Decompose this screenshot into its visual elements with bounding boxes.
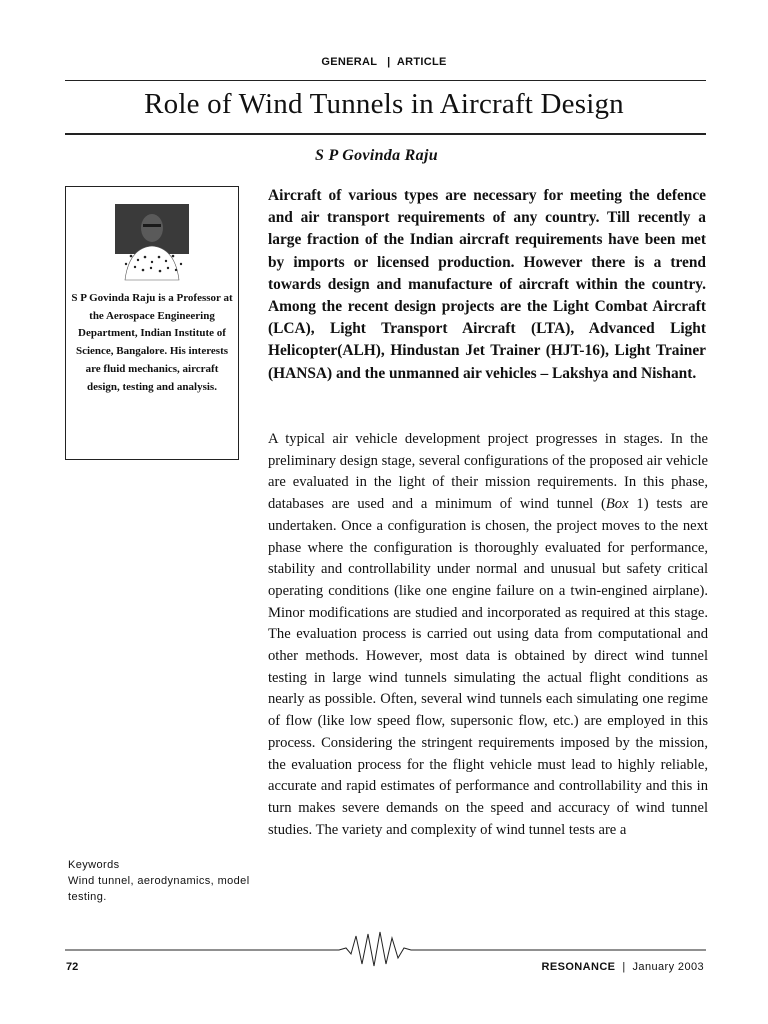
section-label bbox=[0, 56, 768, 68]
journal-name: RESONANCE bbox=[541, 961, 616, 973]
section-separator: | bbox=[387, 56, 391, 68]
article-type: ARTICLE bbox=[396, 56, 447, 68]
lead-paragraph: Aircraft of various types are necessary for meeting the defence and air transport requirements of any country. Till recently a large fraction of the Indian aircraft requirements have been met by imports or licensed production. However there is a trend towards design and manufacture of aircraft within the country. Among the recent design projects are the Light Combat Aircraft (LCA), Light Transport Aircraft (LTA), Advanced Light Helicopter(ALH), Hindustan Jet Trainer (HJT-16), Light Trainer (HANSA) and the unmanned air vehicles – Lakshya and Nishant. bbox=[268, 187, 706, 382]
footer-separator: | bbox=[622, 961, 626, 973]
header-rule bbox=[65, 80, 706, 81]
body-text-part2: 1) tests are undertaken. Once a configuration is chosen, the project moves to the next phase where the configuration is thoroughly evaluated for performance, stability and controllability under normal and unusual but safety critical operating conditions (like one engine failure on a twin-engined airplane). Minor modifications are studied and incorporated as required at this stage. The evaluation process is carried out using data from computational and other methods. However, most data is obtained by direct wind tunnel testing in large wind tunnels simulating the actual flight conditions as nearly as possible. Often, several wind tunnels each simulating one regime of flow (like low speed flow, supersonic flow, etc.) are employed in this process. Considering the stringent requirements imposed by the mission, the evaluation process for the flight vehicle must lead to highly reliable, accurate and rapid estimates of performance and controllability and this in turn makes severe demands on the speed and accuracy of wind tunnel studies. The variety and complexity of wind tunnel tests are a bbox=[268, 496, 708, 838]
title-rule bbox=[65, 133, 706, 135]
article-author: S P Govinda Raju bbox=[315, 147, 438, 164]
author-photo bbox=[111, 200, 193, 282]
section-name: GENERAL bbox=[321, 56, 378, 68]
body-paragraph bbox=[268, 429, 708, 841]
keywords-block bbox=[68, 857, 258, 905]
keywords-heading: Keywords bbox=[68, 859, 120, 871]
page-number: 72 bbox=[66, 961, 79, 973]
journal-issue: January 2003 bbox=[632, 961, 704, 973]
author-bio: S P Govinda Raju is a Professor at the Aerospace Engineering Department, Indian Institute of Science, Bangalore. His interests are fluid mechanics, aircraft design, testing and analysis. bbox=[71, 292, 233, 393]
footer-journal bbox=[542, 961, 704, 973]
body-text-part1: A typical air vehicle development project progresses in stages. In the preliminary design stage, several configurations of the proposed air vehicle are evaluated in the light of their mission requirements. In this phase, databases are used and a minimum of wind tunnel ( bbox=[268, 431, 708, 513]
article-title: Role of Wind Tunnels in Aircraft Design bbox=[144, 88, 624, 120]
keywords-list: Wind tunnel, aerodynamics, model testing. bbox=[68, 875, 250, 903]
box-reference[interactable]: Box bbox=[605, 496, 629, 513]
